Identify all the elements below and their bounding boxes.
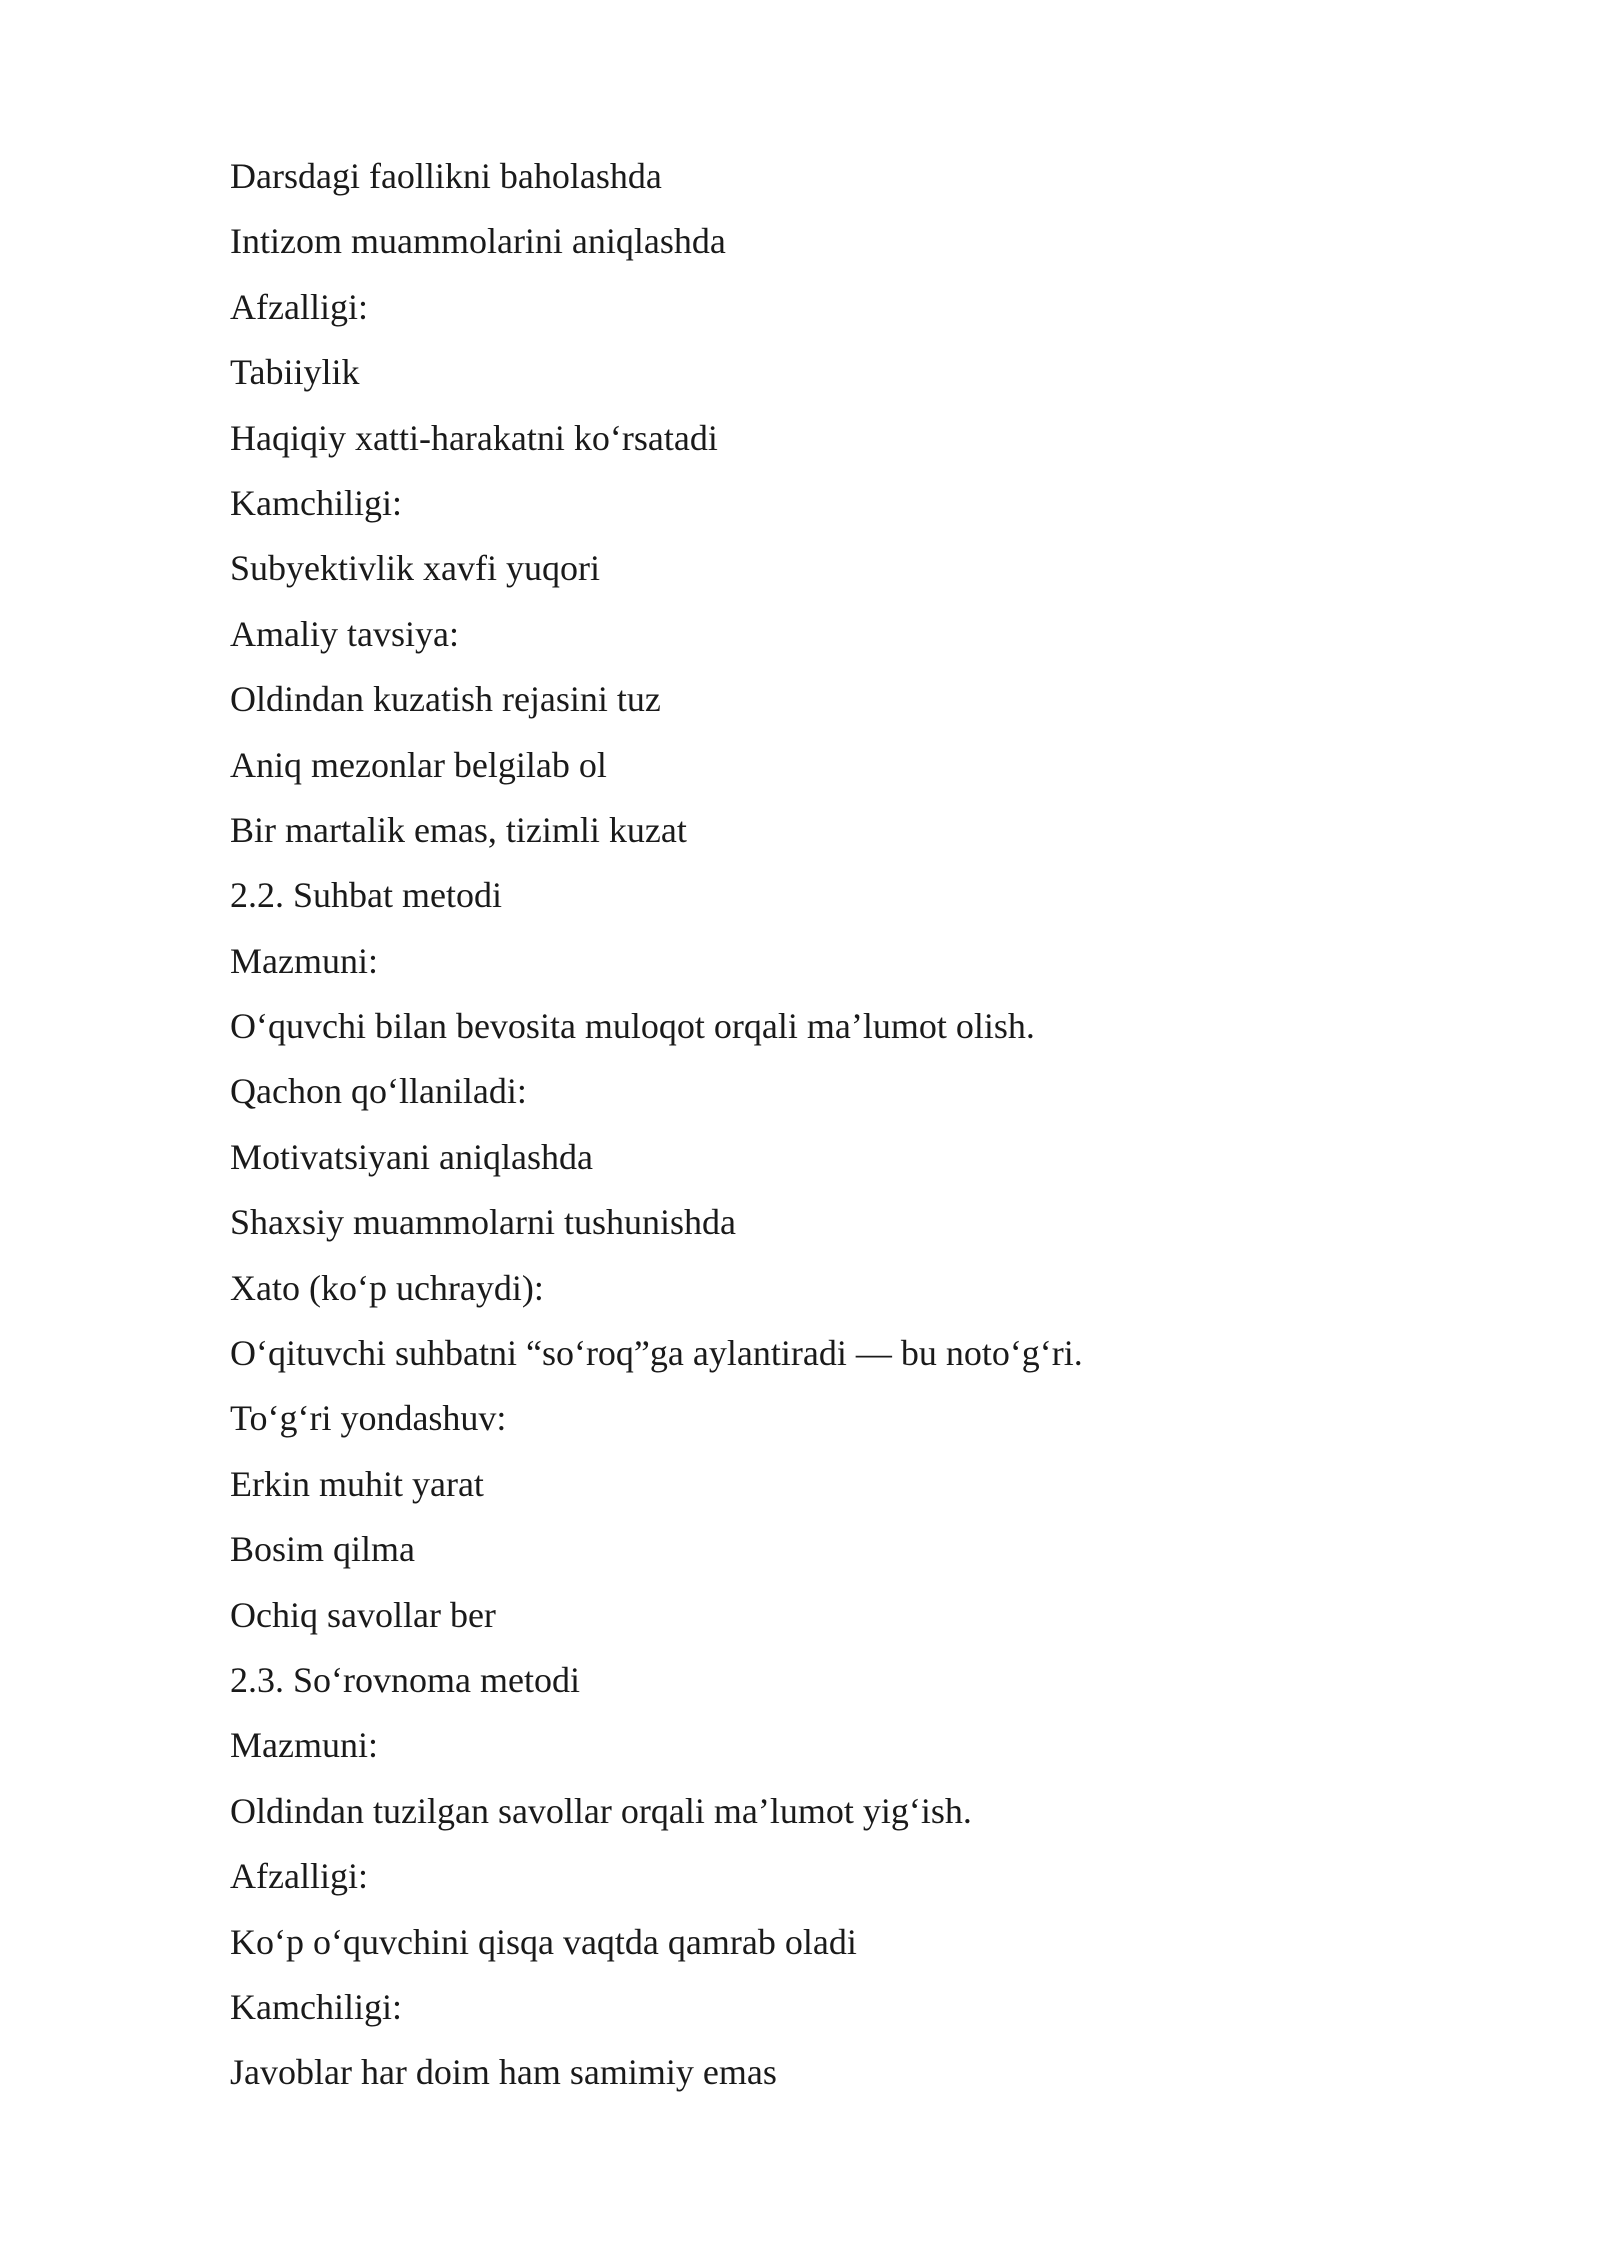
text-line: To‘g‘ri yondashuv: <box>230 1398 507 1439</box>
text-line: Oldindan tuzilgan savollar orqali ma’lumot yig‘ish. <box>230 1790 972 1831</box>
text-line: Intizom muammolarini aniqlashda <box>230 221 726 262</box>
text-line: Mazmuni: <box>230 940 378 981</box>
document-body <box>230 150 1430 2112</box>
text-line: Oldindan kuzatish rejasini tuz <box>230 679 661 720</box>
section-heading: 2.3. So‘rovnoma metodi <box>230 1659 580 1700</box>
text-line: Afzalligi: <box>230 286 368 327</box>
text-line: Ko‘p o‘quvchini qisqa vaqtda qamrab oladi <box>230 1921 857 1962</box>
text-line: Shaxsiy muammolarni tushunishda <box>230 1202 736 1243</box>
text-line: Motivatsiyani aniqlashda <box>230 1136 593 1177</box>
text-line: Haqiqiy xatti-harakatni ko‘rsatadi <box>230 417 718 458</box>
text-line: Subyektivlik xavfi yuqori <box>230 548 600 589</box>
text-line: Ochiq savollar ber <box>230 1594 496 1635</box>
text-line: Qachon qo‘llaniladi: <box>230 1071 527 1112</box>
text-line: Afzalligi: <box>230 1856 368 1897</box>
text-line: Bir martalik emas, tizimli kuzat <box>230 809 687 850</box>
text-line: Xato (ko‘p uchraydi): <box>230 1267 544 1308</box>
text-line: Amaliy tavsiya: <box>230 613 459 654</box>
text-line: Darsdagi faollikni baholashda <box>230 156 662 196</box>
text-line: Erkin muhit yarat <box>230 1463 484 1504</box>
text-line: Kamchiligi: <box>230 1986 402 2027</box>
section-heading: 2.2. Suhbat metodi <box>230 875 502 916</box>
text-line: Tabiiylik <box>230 352 360 393</box>
text-line: Aniq mezonlar belgilab ol <box>230 744 607 785</box>
text-line: Kamchiligi: <box>230 482 402 523</box>
text-line: Bosim qilma <box>230 1529 416 1570</box>
text-line: O‘qituvchi suhbatni “so‘roq”ga aylantiradi — bu noto‘g‘ri. <box>230 1333 1083 1374</box>
text-line: Javoblar har doim ham samimiy emas <box>230 2052 777 2093</box>
text-line: O‘quvchi bilan bevosita muloqot orqali ma’lumot olish. <box>230 1006 1035 1047</box>
text-line: Mazmuni: <box>230 1725 378 1766</box>
